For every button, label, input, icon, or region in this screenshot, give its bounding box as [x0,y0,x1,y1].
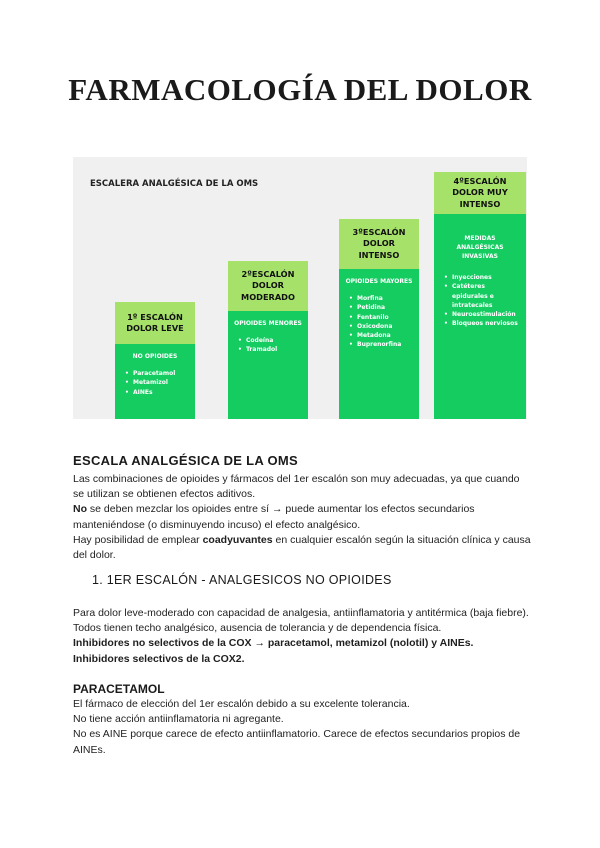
ladder-step-3 [339,219,419,419]
paragraph: Para dolor leve-moderado con capacidad de analgesia, antiinflamatoria y antitérmica (baja fiebre). Todos tienen techo analgésico, ausencia de tolerancia y de dependencia física. [73,607,529,635]
drug-item: • Petidina [357,303,413,312]
bold-text: coadyuvantes [202,533,273,546]
step-header: 2ºESCALÓN DOLOR MODERADO [228,261,308,311]
step-header: 1º ESCALÓN DOLOR LEVE [115,302,195,344]
drug-item: • Inyecciones [452,273,520,282]
analgesic-ladder-figure [73,157,527,419]
step-label: OPIOIDES MENORES [234,320,302,327]
bold-paragraph [73,636,533,651]
text-span: en cualquier escalón según la situación clínica y causa del dolor. [73,533,531,562]
paragraph: No es AINE porque carece de efecto antiinflamatorio. Carece de efectos secundarios propios de AINEs. [73,728,521,756]
bold-text: Inhibidores no selectivos de la COX → paracetamol, metamizol (nolotil) y AINEs. [73,637,474,650]
paragraph [73,533,533,563]
drug-item: • Oxicodona [357,322,413,331]
bold-paragraph [73,652,533,667]
drug-item: • AINEs [133,388,189,397]
section-heading-paracetamol: PARACETAMOL [73,682,165,696]
drug-item: • Buprenorfina [357,340,413,349]
step-label: MEDIDAS ANALGÉSICAS INVASIVAS [456,235,504,260]
page-title: FARMACOLOGÍA DEL DOLOR [68,72,532,107]
step-drug-list [234,336,302,355]
ladder-step-2 [228,261,308,419]
ladder-step-4 [434,172,526,419]
drug-item: • Bloqueos nerviosos [452,319,520,328]
drug-item: • Tramadol [246,345,302,354]
section-first-step-body [73,606,533,667]
text-span: se deben mezclar los opioides entre sí → puede aumentar los efectos secundarios manteniéndose (o disminuyendo incuso) el efecto analgésico. [73,503,475,531]
section-paracetamol-body [73,697,533,758]
ladder-step-1 [115,302,195,419]
drug-item: • Neuroestimulación [452,310,520,319]
paragraph [73,502,533,532]
step-body [228,311,308,419]
drug-item: • Morfina [357,294,413,303]
section-heading-oms: ESCALA ANALGÉSICA DE LA OMS [73,453,299,468]
paragraph: El fármaco de elección del 1er escalón debido a su excelente tolerancia. [73,698,410,710]
step-drug-list [121,369,189,397]
step-drug-list [345,294,413,350]
step-header: 3ºESCALÓN DOLOR INTENSO [339,219,419,269]
drug-item: • Fentanilo [357,313,413,322]
step-label: NO OPIOIDES [132,353,178,360]
section-oms-body [73,472,533,563]
step-body [115,344,195,419]
section-heading-first-step: 1. 1ER ESCALÓN - ANALGESICOS NO OPIOIDES [92,573,392,587]
drug-item: • Metadona [357,331,413,340]
paragraph: No tiene acción antiinflamatoria ni agregante. [73,713,284,726]
drug-item: • Metamizol [133,378,189,387]
text-span: Hay posibilidad de emplear [73,533,203,546]
step-body [339,269,419,419]
figure-title: ESCALERA ANALGÉSICA DE LA OMS [90,179,259,189]
bold-text: No [73,503,87,516]
drug-item: • Catéteres epidurales e intratecales [452,282,520,310]
drug-item: • Codeína [246,336,302,345]
step-label: OPIOIDES MAYORES [345,278,413,285]
bold-text: Inhibidores selectivos de la COX2. [73,652,245,665]
paragraph: Las combinaciones de opioides y fármacos del 1er escalón son muy adecuadas, ya que cuando se utilizan se obtienen efectos aditivos. [73,473,520,501]
drug-item: • Paracetamol [133,369,189,378]
step-body [434,214,526,419]
step-header: 4ºESCALÓN DOLOR MUY INTENSO [434,172,526,214]
step-drug-list [440,273,520,329]
